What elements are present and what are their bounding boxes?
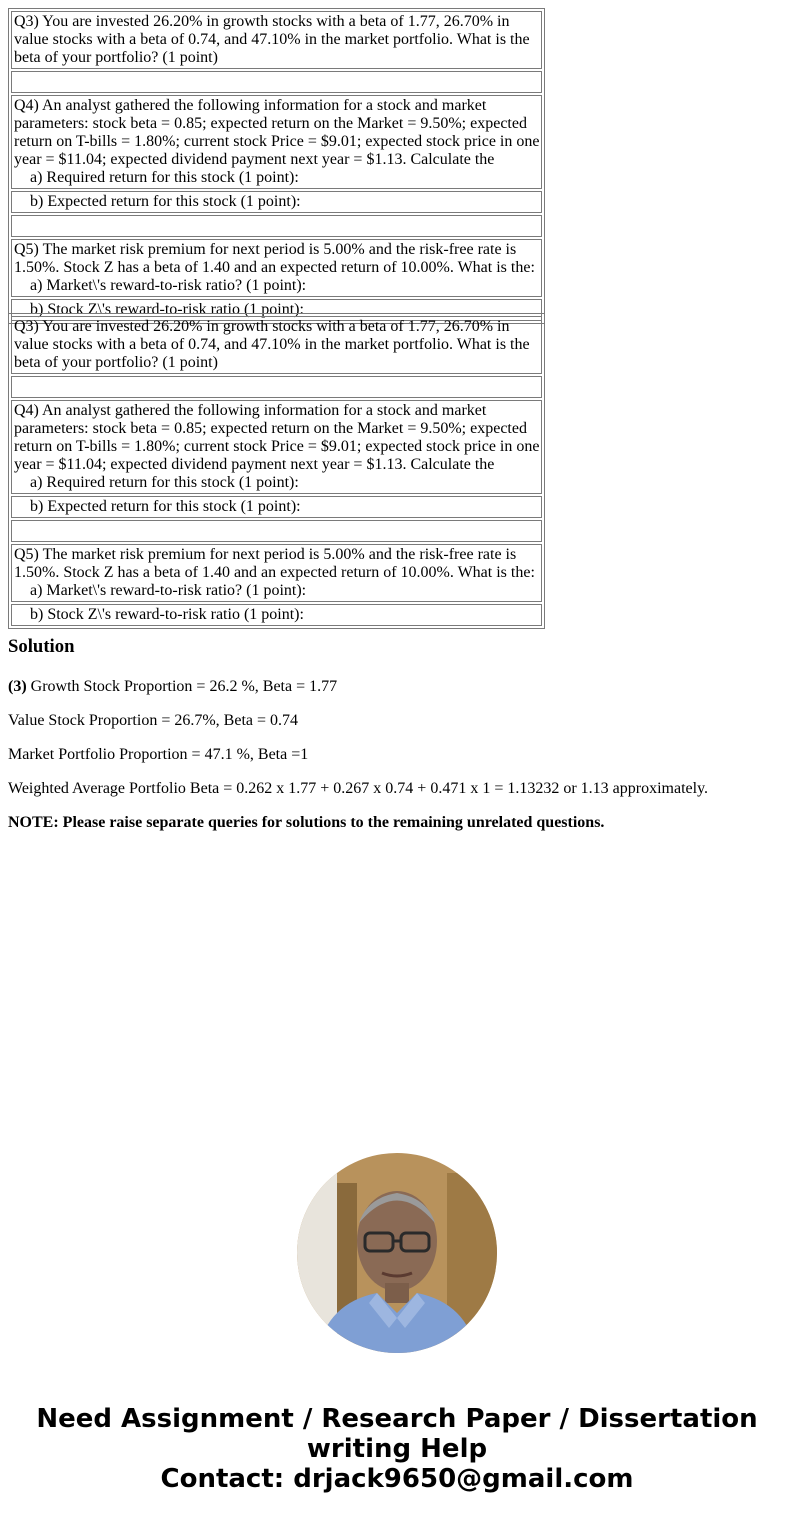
q4b-text: b) Expected return for this stock (1 point): <box>30 193 301 210</box>
questions-table-2 <box>8 313 545 629</box>
empty-cell <box>11 376 542 398</box>
author-portrait <box>297 1153 497 1353</box>
solution-note-text: NOTE: Please raise separate queries for solutions to the remaining unrelated questions. <box>8 814 605 831</box>
solution-note <box>8 814 788 832</box>
q5a-text: a) Market\'s reward-to-risk ratio? (1 point): <box>30 277 307 294</box>
q5-text: Q5) The market risk premium for next period is 5.00% and the risk-free rate is 1.50%. Stock Z has a beta of 1.40 and an expected return of 10.00%. What is the: <box>14 546 535 581</box>
solution-line-3: Market Portfolio Proportion = 47.1 %, Beta =1 <box>8 746 309 763</box>
q5b-text: b) Stock Z\'s reward-to-risk ratio (1 point): <box>30 606 304 623</box>
questions-table-1 <box>8 8 545 324</box>
q4-text: Q4) An analyst gathered the following information for a stock and market parameters: stock beta = 0.85; expected return on the Market = 9.50%; expected return on T-bills = 1.80%; current stock Price = $9.01; expected stock price in one year = $11.04; expected dividend payment next year = $1.13. Calculate the <box>14 402 540 473</box>
q4-cell <box>11 95 542 189</box>
footer-line-1: Need Assignment / Research Paper / Dissertation writing Help <box>36 1404 758 1464</box>
solution-line-1-text: Growth Stock Proportion = 26.2 %, Beta = 1.77 <box>26 678 338 695</box>
empty-cell <box>11 71 542 93</box>
q4b-cell <box>11 191 542 213</box>
q5a-text: a) Market\'s reward-to-risk ratio? (1 point): <box>30 582 307 599</box>
q3-text: Q3) You are invested 26.20% in growth stocks with a beta of 1.77, 26.70% in value stocks with a beta of 0.74, and 47.10% in the market portfolio. What is the beta of your portfolio? (1 point) <box>14 13 530 66</box>
q4-cell <box>11 400 542 494</box>
empty-cell <box>11 520 542 542</box>
q5-cell <box>11 239 542 297</box>
solution-line-2: Value Stock Proportion = 26.7%, Beta = 0.74 <box>8 712 299 729</box>
solution-label: (3) <box>8 678 27 695</box>
author-avatar <box>297 1153 497 1353</box>
q5-text: Q5) The market risk premium for next period is 5.00% and the risk-free rate is 1.50%. Stock Z has a beta of 1.40 and an expected return of 10.00%. What is the: <box>14 241 535 276</box>
q4a-text: a) Required return for this stock (1 point): <box>30 474 299 491</box>
q5-cell <box>11 544 542 602</box>
q4a-text: a) Required return for this stock (1 point): <box>30 169 299 186</box>
solution-line-1 <box>8 678 788 696</box>
q4b-text: b) Expected return for this stock (1 point): <box>30 498 301 515</box>
footer-banner <box>0 1404 794 1494</box>
q4b-cell <box>11 496 542 518</box>
solution-section <box>8 636 788 848</box>
q3-text: Q3) You are invested 26.20% in growth stocks with a beta of 1.77, 26.70% in value stocks with a beta of 0.74, and 47.10% in the market portfolio. What is the beta of your portfolio? (1 point) <box>14 318 530 371</box>
solution-heading: Solution <box>8 636 75 657</box>
q5b-text: b) Stock Z\'s reward-to-risk ratio (1 point): <box>30 301 304 318</box>
footer-contact: Contact: drjack9650@gmail.com <box>160 1464 634 1494</box>
q5b-cell <box>11 604 542 626</box>
q3-cell <box>11 316 542 374</box>
empty-cell <box>11 215 542 237</box>
q4-text: Q4) An analyst gathered the following information for a stock and market parameters: stock beta = 0.85; expected return on the Market = 9.50%; expected return on T-bills = 1.80%; current stock Price = $9.01; expected stock price in one year = $11.04; expected dividend payment next year = $1.13. Calculate the <box>14 97 540 168</box>
q3-cell <box>11 11 542 69</box>
solution-line-4: Weighted Average Portfolio Beta = 0.262 x 1.77 + 0.267 x 0.74 + 0.471 x 1 = 1.13232 or 1.13 approximately. <box>8 780 709 797</box>
